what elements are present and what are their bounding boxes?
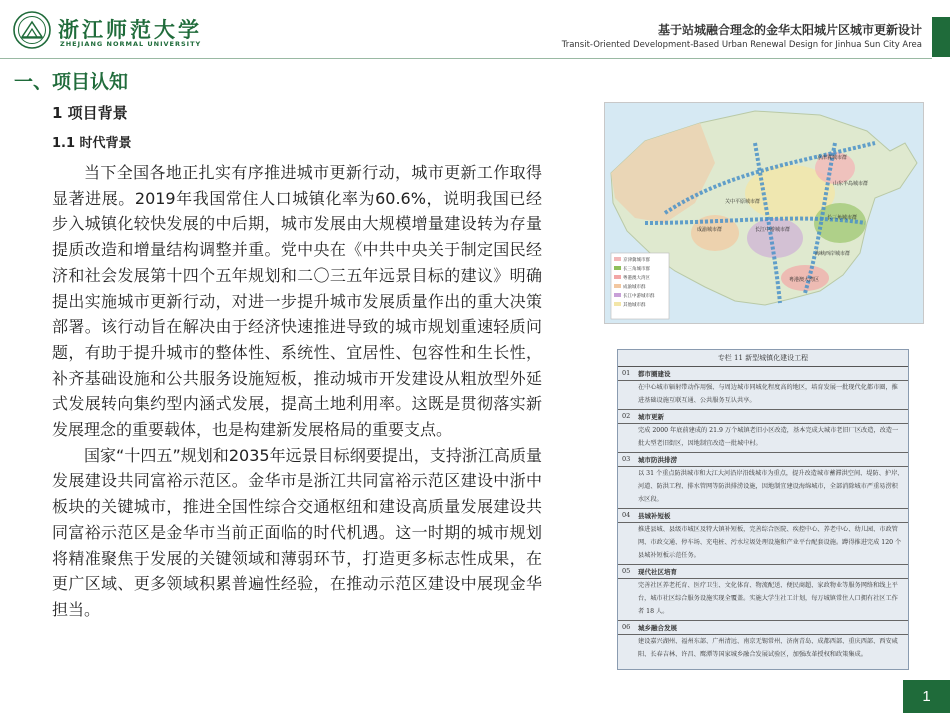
row-number: 04 (622, 511, 631, 519)
map-label: 粤港澳大湾区 (789, 277, 820, 283)
map-legend-label: 长江中游城市群 (623, 294, 655, 299)
map-label: 长江中游城市群 (755, 227, 791, 233)
map-legend-label: 其他城市群 (623, 303, 646, 308)
paragraph-1: 当下全国各地正扎实有序推进城市更新行动，城市更新工作取得显著进展。2019年我国常住人口城镇化率为60.6%，说明我国已经步入城镇化较快发展的中后期，城市发展由大规模增量建设转为存量提质改造和增量结构调整并重。党中央在《中共中央关于制定国民经济和社会发展第十四个五年规划和二〇三五年远景目标的建议》明确提出实施城市更新行动，对进一步提升城市发展质量作出的重大决策部署。该行动旨在解决由于经济快速推进导致的城市规划重速轻质问题，有助于提升城市的整体性、系统性、宜居性、包容性和生长性，补齐基础设施和公共服务设施短板，推动城市开发建设从粗放型外延式发展转向集约型内涵式发展，提高土地利用率。这既是贯彻落实新发展理念的重要载体，也是构建新发展格局的重要支点。 (52, 163, 542, 440)
row-heading: 城市防洪排涝 (638, 456, 677, 464)
header-accent-tab (932, 17, 950, 57)
body-text (52, 160, 542, 623)
map-label: 成渝城市群 (697, 227, 723, 233)
subsection-heading: 1 项目背景 (52, 104, 128, 122)
row-number: 01 (622, 369, 631, 377)
row-description: 推进县城、县级市城区及特大镇补短板，完善综合医院、疾控中心、养老中心、幼儿园、市政管网、市政交通、停车场、充电桩、污水垃圾处理设施和产业平台配套设施。蹲得推进完成 120 个县城补短板示范任务。 (618, 523, 908, 565)
row-description: 完善社区养老托育、医疗卫生、文化体育、物流配送、便民商超、家政物业等服务网络和线上平台，城市社区综合服务设施实现全覆盖。实施大学生社工计划，每万城镇常住人口拥有社区工作者 18 人。 (618, 579, 908, 621)
table-row (618, 367, 908, 381)
row-heading: 现代社区培育 (638, 568, 677, 576)
map-legend-label: 粤港澳大湾区 (623, 276, 650, 281)
page-number: 1 (903, 680, 950, 713)
university-seal-icon (13, 11, 51, 49)
map-graphic (605, 103, 923, 323)
map-legend-label: 京津冀城市群 (623, 258, 650, 263)
row-description: 在中心城市辐射带动作用强、与周边城市同城化程度高的地区，培育发展一批现代化都市圈，推进基础设施互联互通、公共服务互认共享。 (618, 381, 908, 410)
table-row (618, 621, 908, 635)
row-description: 以 31 个重点防洪城市和大江大河沿岸沿线城市为重点，提升改造城市蓄滞洪空间、堤防、护岸、河道、防洪工程、排水管网等防洪排涝设施，因地制宜建设海绵城市，全部消除城市严重易涝积水区段。 (618, 467, 908, 509)
row-number: 06 (622, 623, 631, 631)
table-title: 专栏 11 新型城镇化建设工程 (618, 350, 908, 367)
row-heading: 县城补短板 (638, 512, 671, 520)
row-heading: 都市圈建设 (638, 370, 671, 378)
table-row (618, 509, 908, 523)
header-divider (0, 58, 932, 59)
table-row (618, 565, 908, 579)
row-number: 02 (622, 412, 631, 420)
section-heading: 一、项目认知 (14, 71, 129, 93)
map-legend-label: 成渝城市群 (623, 285, 646, 290)
map-label: 山东半岛城市群 (833, 181, 869, 187)
map-label: 长三角城市群 (827, 215, 858, 221)
map-label: 海峡西岸城市群 (815, 251, 851, 257)
map-legend-label: 长三角城市群 (623, 267, 650, 272)
project-title-en: Transit-Oriented Development-Based Urban Renewal Design for Jinhua Sun City Area (561, 40, 922, 50)
sub-subsection-heading: 1.1 时代背景 (52, 136, 132, 151)
project-title-cn: 基于站城融合理念的金华太阳城片区城市更新设计 (657, 23, 922, 37)
table-row (618, 453, 908, 467)
university-name-en: ZHEJIANG NORMAL UNIVERSITY (60, 40, 202, 48)
map-label: 京津冀城市群 (817, 155, 848, 161)
table-row (618, 410, 908, 424)
row-heading: 城市更新 (638, 413, 664, 421)
row-description: 建设嘉兴湖州、福州东部、广州清远、南京无锡常州、济南青岛、成都西部、重庆西部、西安咸阳、长春吉林、许昌、鹰潭等国家城乡融合发展试验区，加强改革授权和政策集成。 (638, 638, 898, 658)
row-number: 05 (622, 567, 631, 575)
map-label: 关中平原城市群 (725, 199, 761, 205)
university-name-cn: 浙江师范大学 (58, 17, 202, 42)
row-number: 03 (622, 455, 631, 463)
row-heading: 城乡融合发展 (638, 624, 677, 632)
row-description: 完成 2000 年底前建成的 21.9 万个城镇老旧小区改造，基本完成大城市老旧厂区改造，改造一批大型老旧街区，因地制宜改造一批城中村。 (618, 424, 908, 453)
paragraph-2: 国家“十四五”规划和2035年远景目标纲要提出，支持浙江高质量发展建设共同富裕示范区。金华市是浙江共同富裕示范区建设中浙中板块的关键城市，推进全国性综合交通枢纽和建设高质量发展建设共同富裕示范区是金华市当前正面临的时代机遇。这一时期的城市规划将精准聚焦于发展的关键领域和薄弱环节，打造更多标志性成果，在更广区域、更多领域积累普遍性经验，在推动示范区建设中展现金华担当。 (52, 445, 542, 619)
page-header (0, 0, 950, 60)
urban-agglomeration-map (604, 102, 924, 324)
new-urbanization-table (617, 349, 909, 670)
